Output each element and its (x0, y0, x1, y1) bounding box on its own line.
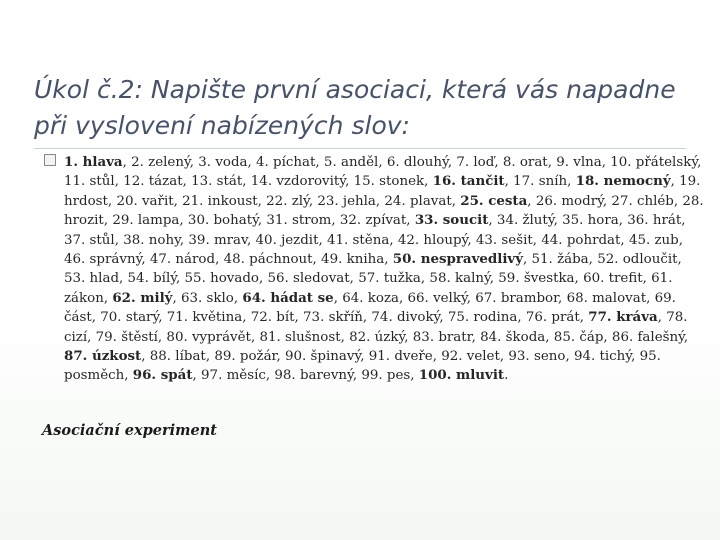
word-item: 99. pes (361, 368, 411, 384)
word-item: 95. posměch (64, 349, 661, 384)
word-item: 32. zpívat (339, 213, 407, 229)
word-item: 89. požár (214, 349, 277, 365)
word-item: 80. vyprávět (166, 329, 251, 345)
word-item: 33. soucit (414, 212, 489, 229)
slide-title: Úkol č.2: Napište první asociaci, která vás napadne při vyslovení nabízených slov: (34, 75, 676, 140)
word-item: 18. nemocný (575, 173, 671, 190)
word-item: 64. koza (342, 290, 399, 306)
word-item: 49. kniha (321, 252, 385, 268)
word-item: 87. úzkost (64, 348, 142, 365)
word-item: 70. starý (100, 310, 159, 326)
square-bullet-icon (44, 154, 56, 166)
word-item: 86. falešný (611, 329, 684, 345)
footer-label: Asociační experiment (42, 422, 217, 439)
word-item: 34. žlutý (496, 213, 554, 229)
word-item: 97. měsíc (201, 368, 266, 384)
word-item: 68. malovat (566, 290, 647, 306)
word-item: 39. mrav (188, 232, 248, 248)
word-item: 3. voda (198, 155, 248, 170)
word-item: 85. čáp (553, 329, 604, 345)
word-item: 60. trefit (583, 271, 643, 287)
word-item: 12. tázat (123, 174, 183, 190)
word-item: 71. květina (166, 310, 243, 326)
word-item: 17. sníh (513, 174, 568, 190)
word-item: 84. škoda (480, 329, 546, 345)
word-item: 21. inkoust (182, 193, 258, 209)
word-item: 11. stůl (64, 174, 115, 190)
word-item: 46. správný (64, 252, 142, 268)
word-item: 83. bratr (412, 329, 472, 345)
word-item: 88. líbat (149, 349, 206, 365)
word-item: 29. lampa (112, 213, 180, 229)
word-item: 50. nespravedlivý (392, 251, 523, 268)
word-item: 92. velet (441, 349, 500, 365)
word-item: 77. kráva (588, 309, 658, 326)
word-item: 52. odloučit (597, 252, 678, 268)
word-item: 54. bílý (127, 271, 177, 287)
word-item: 44. pohrdat (541, 232, 621, 248)
word-item: 15. stonek (353, 174, 425, 190)
word-list: 1. hlava, 2. zelený, 3. voda, 4. píchat, 5. anděl, 6. dlouhý, 7. loď, 8. orat, 9. vlna, 10. přátelský, 11. stůl, 12. tázat, 13. stát, 14. vzdorovitý, 15. stonek, 16. tančit, 17. sníh, 18. nemocný, 19. hrdost, 20. vařit, 21. inkoust, 22. zlý, 23. jehla, 24. plavat, 25. cesta, 26. modrý, 27. chléb, 28. hrozit, 29. lampa, 30. bohatý, 31. strom, 32. zpívat, 33. soucit, 34. žlutý, 35. hora, 36. hrát, 37. stůl, 38. nohy, 39. mrav, 40. jezdit, 41. stěna, 42. hloupý, 43. sešit, 44. pohrdat, 45. zub, 46. správný, 47. národ, 48. páchnout, 49. kniha, 50. nespravedlivý, 51. žába, 52. odloučit, 53. hlad, 54. bílý, 55. hovado, 56. sledovat, 57. tužka, 58. kalný, 59. švestka, 60. trefit, 61. zákon, 62. milý, 63. sklo, 64. hádat se, 64. koza, 66. velký, 67. brambor, 68. malovat, 69. část, 70. starý, 71. květina, 72. bít, 73. skříň, 74. divoký, 75. rodina, 76. prát, 77. kráva, 78. cizí, 79. štěstí, 80. vyprávět, 81. slušnost, 82. úzký, 83. bratr, 84. škoda, 85. čáp, 86. falešný, 87. úzkost, 88. líbat, 89. požár, 90. špinavý, 91. dveře, 92. velet, 93. seno, 94. tichý, 95. posměch, 96. spát, 97. měsíc, 98. barevný, 99. pes, 100. mluvit. (64, 154, 704, 384)
word-item: 7. loď (456, 155, 495, 170)
word-item: 76. prát (525, 310, 580, 326)
content-block (44, 153, 704, 386)
word-item: 94. tichý (573, 349, 632, 365)
word-item: 16. tančit (432, 173, 505, 190)
word-item: 4. píchat (256, 155, 316, 170)
word-item: 28. hrozit (64, 193, 704, 229)
word-item: 25. cesta (460, 192, 528, 209)
word-item: 26. modrý (535, 193, 603, 209)
word-item: 19. hrdost (64, 174, 701, 209)
word-item: 66. velký (407, 290, 467, 306)
word-item: 37. stůl (64, 232, 115, 248)
word-item: 90. špinavý (285, 349, 361, 365)
word-item: 81. slušnost (259, 329, 341, 345)
word-item: 36. hrát (627, 213, 682, 229)
word-item: 67. brambor (475, 290, 559, 306)
word-item: 61. zákon (64, 271, 673, 306)
word-item: 58. kalný (429, 271, 490, 287)
word-item: 5. anděl (323, 155, 379, 170)
word-item: 64. hádat se (242, 289, 334, 306)
word-item: 31. strom (266, 213, 332, 229)
word-item: 47. národ (149, 252, 216, 268)
word-item: 72. bít (250, 310, 295, 326)
word-item: 79. štěstí (95, 329, 158, 345)
word-item: 74. divoký (371, 310, 440, 326)
word-item: 9. vlna (556, 155, 602, 170)
word-item: 45. zub (628, 232, 679, 248)
word-item: 55. hovado (184, 271, 259, 287)
word-item: 43. sešit (475, 232, 533, 248)
word-item: 23. jehla (317, 193, 376, 209)
word-item: 63. sklo (180, 290, 234, 306)
word-item: 40. jezdit (255, 232, 319, 248)
word-item: 69. část (64, 290, 676, 326)
title-divider (34, 148, 686, 149)
word-item: 35. hora (562, 213, 619, 229)
word-item: 96. spát (132, 367, 193, 384)
word-item: 10. přátelský (610, 155, 698, 170)
word-item: 14. vzdorovitý (250, 174, 346, 190)
word-item: 91. dveře (368, 349, 433, 365)
word-item: 98. barevný (274, 368, 353, 384)
word-item: 93. seno (508, 349, 566, 365)
word-item: 13. stát (191, 174, 243, 190)
word-item: 78. cizí (64, 310, 688, 345)
word-item: 62. milý (112, 289, 173, 306)
word-item: 53. hlad (64, 271, 120, 287)
word-item: 56. sledovat (267, 271, 350, 287)
word-item: 20. vařit (116, 193, 174, 209)
word-item: 8. orat (502, 155, 548, 170)
word-item: 1. hlava (64, 154, 123, 170)
word-item: 75. rodina (447, 310, 518, 326)
word-item: 82. úzký (349, 329, 405, 345)
word-item: 57. tužka (358, 271, 421, 287)
word-item: 2. zelený (131, 155, 190, 170)
word-item: 42. hloupý (397, 232, 468, 248)
word-item: 51. žába (531, 252, 589, 268)
word-item: 38. nohy (123, 232, 180, 248)
word-item: 22. zlý (266, 193, 309, 209)
word-item: 41. stěna (326, 232, 390, 248)
word-item: 73. skříň (303, 310, 363, 326)
word-item: 59. švestka (498, 271, 575, 287)
word-item: 30. bohatý (187, 213, 258, 229)
word-item: 6. dlouhý (386, 155, 448, 170)
word-item: 100. mluvit (418, 367, 505, 384)
word-item: 24. plavat (384, 193, 452, 209)
word-item: 27. chléb (611, 193, 674, 209)
word-item: 48. páchnout (223, 252, 313, 268)
